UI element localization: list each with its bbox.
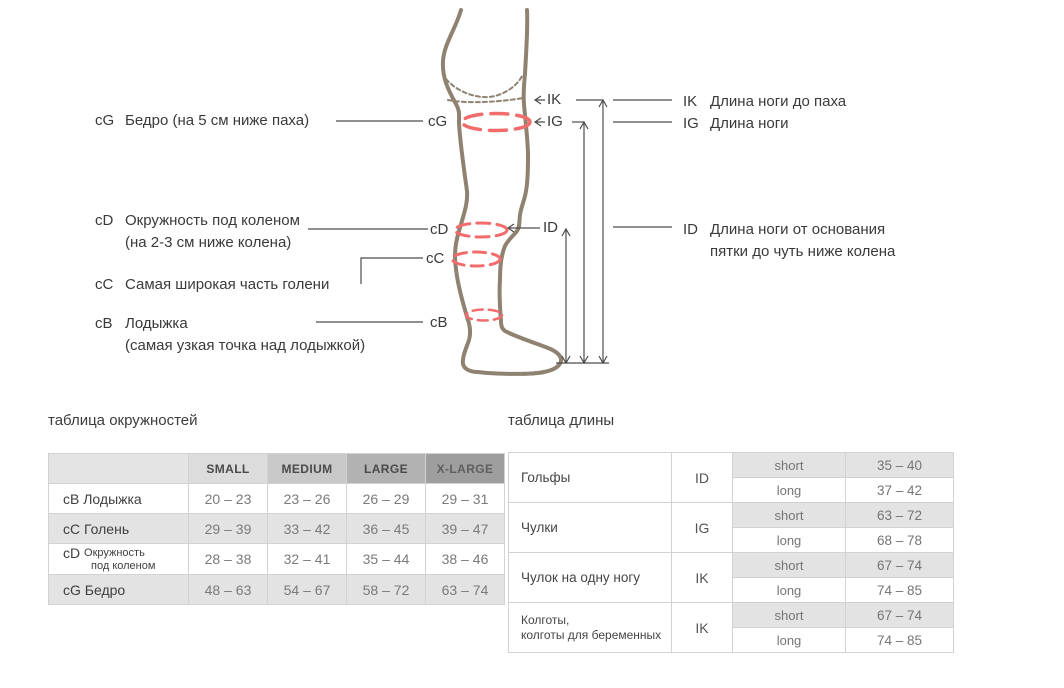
- cell-value: 23 – 26: [268, 484, 347, 514]
- id-text-line1: Длина ноги от основания: [710, 221, 886, 238]
- variant-label: long: [733, 478, 846, 503]
- label-cb-description: [95, 313, 365, 357]
- cb-code: cB: [95, 315, 113, 332]
- groin-fold-line: [446, 76, 522, 97]
- variant-label: short: [733, 603, 846, 628]
- row-label: cD Окружность под коленом: [49, 544, 189, 575]
- cd-text-line1: Окружность под коленом: [125, 212, 300, 229]
- ik-text: Длина ноги до паха: [710, 93, 847, 110]
- cell-value: 48 – 63: [189, 575, 268, 605]
- ik-mark: IK: [547, 91, 562, 108]
- table-row-chulok-short: [509, 553, 954, 578]
- variant-label: short: [733, 553, 846, 578]
- ig-text: Длина ноги: [710, 115, 789, 132]
- cell-value: 74 – 85: [846, 578, 954, 603]
- cell-value: 58 – 72: [347, 575, 426, 605]
- ik-vertical-measure: [599, 100, 607, 363]
- label-cg-description: [95, 110, 309, 132]
- cd-leg-mark: cD: [430, 221, 449, 238]
- cell-value: 29 – 39: [189, 514, 268, 544]
- cd-text-line2: (на 2-3 см ниже колена): [125, 234, 292, 251]
- leg-outline: [443, 10, 561, 374]
- product-name: Чулок на одну ногу: [509, 553, 672, 603]
- table-row-chulki-short: [509, 503, 954, 528]
- cg-thigh-ellipse: [462, 114, 530, 131]
- table-row-cc: [49, 514, 505, 544]
- row-label: cC Голень: [49, 514, 189, 544]
- measure-code: IK: [672, 553, 733, 603]
- table-row-cg: [49, 575, 505, 605]
- cell-value: 29 – 31: [426, 484, 505, 514]
- variant-label: long: [733, 628, 846, 653]
- groin-base-line: [448, 98, 523, 102]
- product-name: Чулки: [509, 503, 672, 553]
- row-label: cB Лодыжка: [49, 484, 189, 514]
- measure-code: IK: [672, 603, 733, 653]
- cell-value: 54 – 67: [268, 575, 347, 605]
- cc-code: cC: [95, 276, 114, 293]
- id-mark: ID: [543, 219, 558, 236]
- table-row-kolgoty-short: [509, 603, 954, 628]
- cell-value: 26 – 29: [347, 484, 426, 514]
- cell-value: 74 – 85: [846, 628, 954, 653]
- cell-value: 32 – 41: [268, 544, 347, 575]
- header-large: LARGE: [347, 454, 426, 484]
- circumference-table: [48, 453, 505, 605]
- label-id-description: [683, 219, 895, 263]
- ig-pointer-arrow: [535, 118, 545, 126]
- cc-connector-line: [361, 258, 423, 284]
- cell-value: 68 – 78: [846, 528, 954, 553]
- variant-label: short: [733, 453, 846, 478]
- length-table: [508, 452, 954, 653]
- cell-value: 35 – 44: [347, 544, 426, 575]
- cell-value: 63 – 74: [426, 575, 505, 605]
- id-pointer-arrow: [508, 224, 540, 232]
- product-name: Гольфы: [509, 453, 672, 503]
- table-row-golfy-short: [509, 453, 954, 478]
- cb-leg-mark: cB: [430, 314, 448, 331]
- header-small: SMALL: [189, 454, 268, 484]
- ig-mark: IG: [547, 113, 563, 130]
- cb-text-line2: (самая узкая точка над лодыжкой): [125, 337, 366, 354]
- table-row-cb: [49, 484, 505, 514]
- cg-leg-mark: cG: [428, 113, 448, 130]
- cg-text: Бедро (на 5 см ниже паха): [125, 112, 310, 129]
- cell-value: 28 – 38: [189, 544, 268, 575]
- row-label: cG Бедро: [49, 575, 189, 605]
- label-ig-description: [683, 113, 789, 135]
- cell-value: 39 – 47: [426, 514, 505, 544]
- id-code: ID: [683, 221, 698, 238]
- label-cd-description: [95, 210, 300, 254]
- length-table-title: таблица длины: [508, 412, 615, 429]
- measure-code: IG: [672, 503, 733, 553]
- cc-calf-ellipse: [452, 252, 500, 266]
- product-name: Колготы, колготы для беременных: [509, 603, 672, 653]
- cd-below-knee-ellipse: [455, 223, 507, 237]
- variant-label: short: [733, 503, 846, 528]
- cell-value: 63 – 72: [846, 503, 954, 528]
- cc-leg-mark: cC: [426, 250, 445, 267]
- variant-label: long: [733, 578, 846, 603]
- table-row-cd: [49, 544, 505, 575]
- cc-text: Самая широкая часть голени: [125, 276, 330, 293]
- cell-value: 67 – 74: [846, 603, 954, 628]
- cell-value: 33 – 42: [268, 514, 347, 544]
- ig-vertical-measure: [580, 122, 588, 363]
- cd-code: cD: [95, 212, 114, 229]
- label-ik-description: [683, 91, 846, 113]
- cell-value: 67 – 74: [846, 553, 954, 578]
- header-medium: MEDIUM: [268, 454, 347, 484]
- cell-value: 38 – 46: [426, 544, 505, 575]
- variant-label: long: [733, 528, 846, 553]
- cell-value: 37 – 42: [846, 478, 954, 503]
- cell-value: 36 – 45: [347, 514, 426, 544]
- ig-code: IG: [683, 115, 699, 132]
- cb-text-line1: Лодыжка: [125, 315, 188, 332]
- id-vertical-measure: [562, 229, 570, 363]
- id-text-line2: пятки до чуть ниже колена: [710, 243, 896, 260]
- circumference-header-row: [49, 454, 505, 484]
- measure-code: ID: [672, 453, 733, 503]
- cb-ankle-ellipse: [466, 310, 502, 321]
- cell-value: 20 – 23: [189, 484, 268, 514]
- ik-pointer-arrow: [535, 96, 545, 104]
- header-xlarge: X-LARGE: [426, 454, 505, 484]
- header-empty: [49, 454, 189, 484]
- cell-value: 35 – 40: [846, 453, 954, 478]
- ik-code: IK: [683, 93, 698, 110]
- circumference-table-title: таблица окружностей: [48, 412, 198, 429]
- label-cc-description: [95, 274, 329, 296]
- cg-code: cG: [95, 112, 115, 129]
